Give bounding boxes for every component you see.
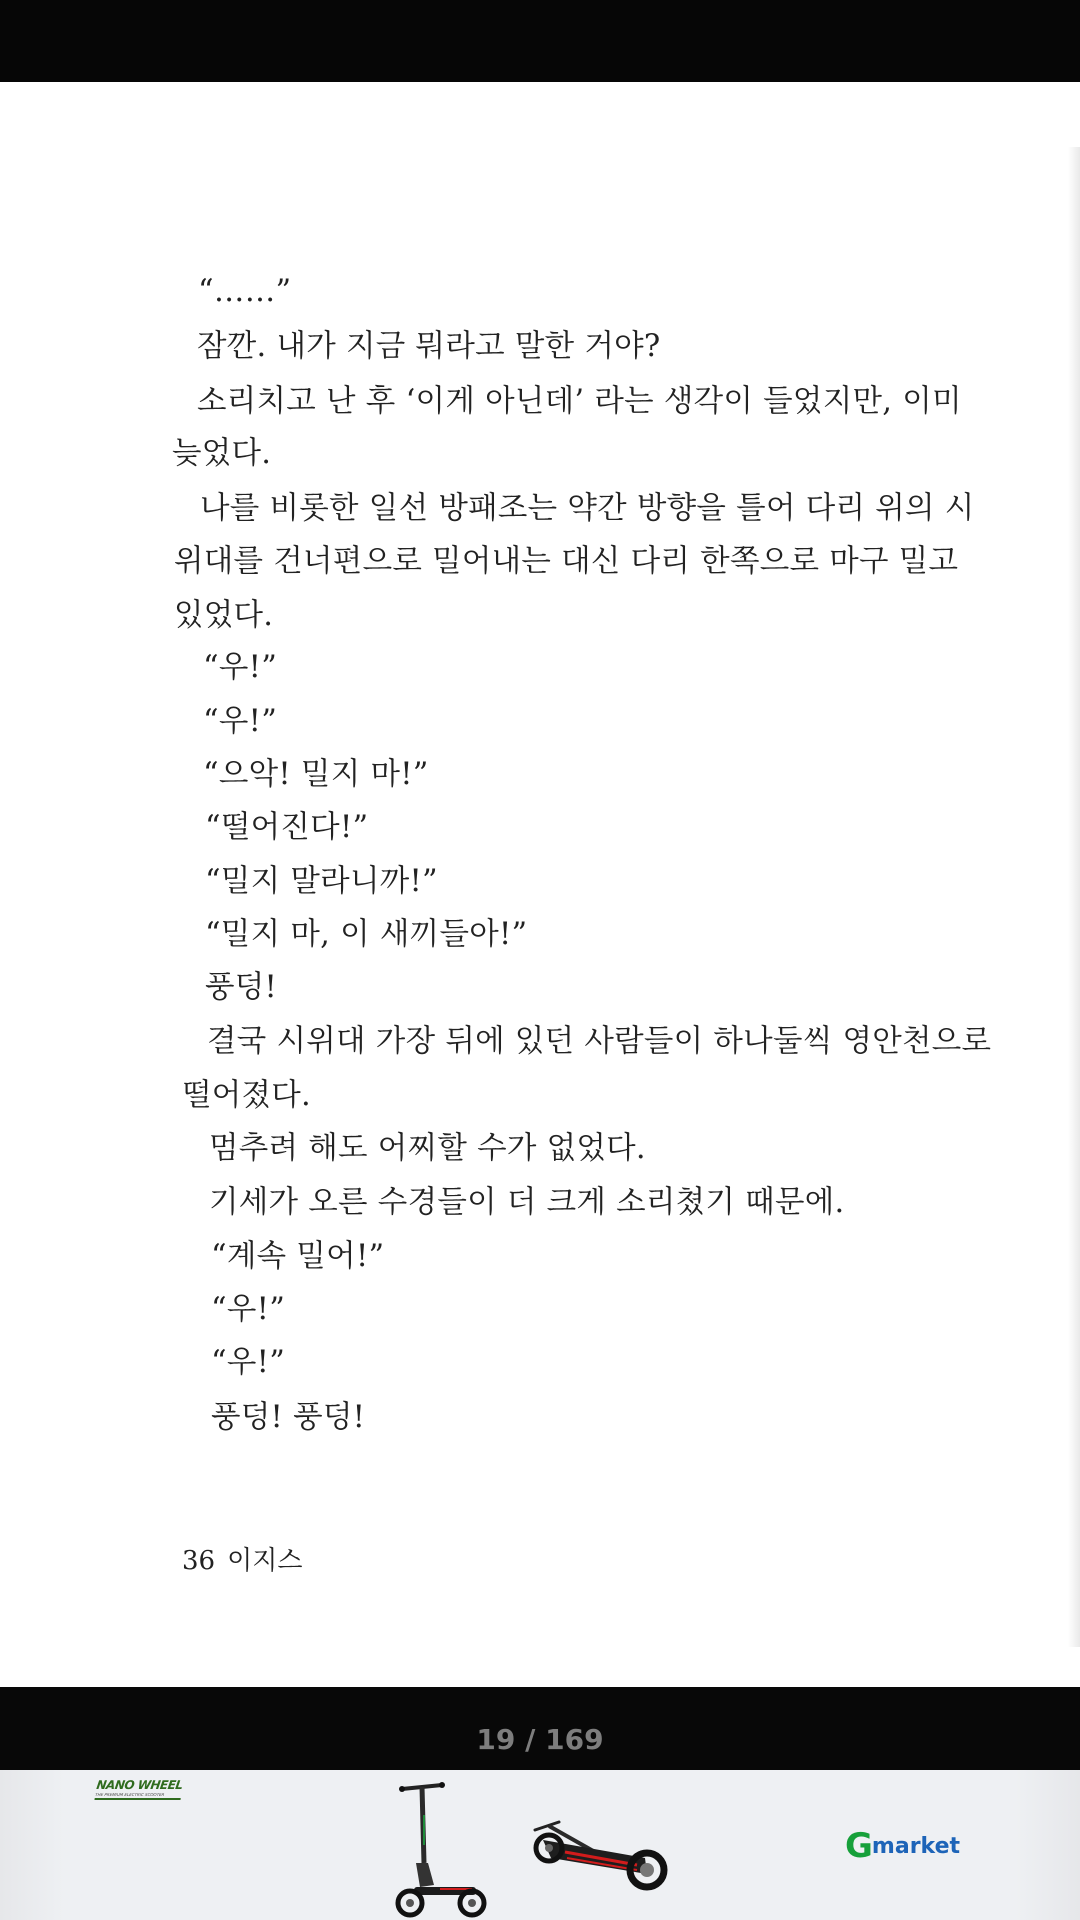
text-line: “떨어진다!” xyxy=(205,810,369,845)
text-line: “……” xyxy=(198,274,292,309)
text-line: 늦었다. xyxy=(172,436,272,471)
page-indicator: 19 / 169 xyxy=(476,1723,604,1756)
text-line: “밀지 말라니까!” xyxy=(205,864,438,899)
page-footer xyxy=(182,1540,302,1577)
nano-wheel-logo-text: NANO WHEEL xyxy=(95,1778,184,1792)
gmarket-logo-g: G xyxy=(845,1826,873,1866)
text-line: “우!” xyxy=(211,1292,286,1327)
text-line: 결국 시위대 가장 뒤에 있던 사람들이 하나둘씩 영안천으로 xyxy=(207,1024,992,1059)
text-line: “우!” xyxy=(203,650,278,685)
text-line: “계속 밀어!” xyxy=(211,1239,385,1274)
ad-banner[interactable] xyxy=(0,1770,1080,1920)
text-line: 잠깐. 내가 지금 뭐라고 말한 거야? xyxy=(197,329,661,364)
page-number: 36 xyxy=(182,1546,216,1576)
book-page[interactable] xyxy=(0,82,1080,1687)
top-bar xyxy=(0,0,1080,82)
gmarket-logo-text: market xyxy=(871,1833,961,1859)
page-indicator-bar xyxy=(0,1687,1080,1770)
text-line: 멈추려 해도 어찌할 수가 없었다. xyxy=(209,1131,646,1166)
text-line: “우!” xyxy=(203,704,278,739)
text-line: “밀지 마, 이 새끼들아!” xyxy=(205,917,528,952)
text-line: 소리치고 난 후 ‘이게 아닌데’ 라는 생각이 들었지만, 이미 xyxy=(197,384,962,419)
text-line: 기세가 오른 수경들이 더 크게 소리쳤기 때문에. xyxy=(209,1185,845,1220)
page-text-body xyxy=(0,82,1080,1687)
text-line: 위대를 건너편으로 밀어내는 대신 다리 한쪽으로 마구 밀고 xyxy=(174,544,959,579)
text-line: “으악! 밀지 마!” xyxy=(203,757,429,792)
scooter-folded-image[interactable] xyxy=(525,1800,670,1900)
text-line: 있었다. xyxy=(174,598,274,633)
nano-wheel-tagline: THE PREMIUM ELECTRIC SCOOTER xyxy=(94,1792,165,1797)
book-title: 이지스 xyxy=(227,1546,303,1576)
scooter-standing-image[interactable] xyxy=(380,1775,490,1920)
text-line: “우!” xyxy=(211,1345,286,1380)
nano-wheel-logo[interactable] xyxy=(94,1778,183,1800)
text-line: 풍덩! xyxy=(205,970,278,1005)
text-line: 떨어졌다. xyxy=(182,1078,312,1113)
gmarket-logo[interactable] xyxy=(845,1826,960,1866)
text-line: 풍덩! 풍덩! xyxy=(211,1400,366,1435)
text-line: 나를 비롯한 일선 방패조는 약간 방향을 틀어 다리 위의 시 xyxy=(200,491,975,526)
